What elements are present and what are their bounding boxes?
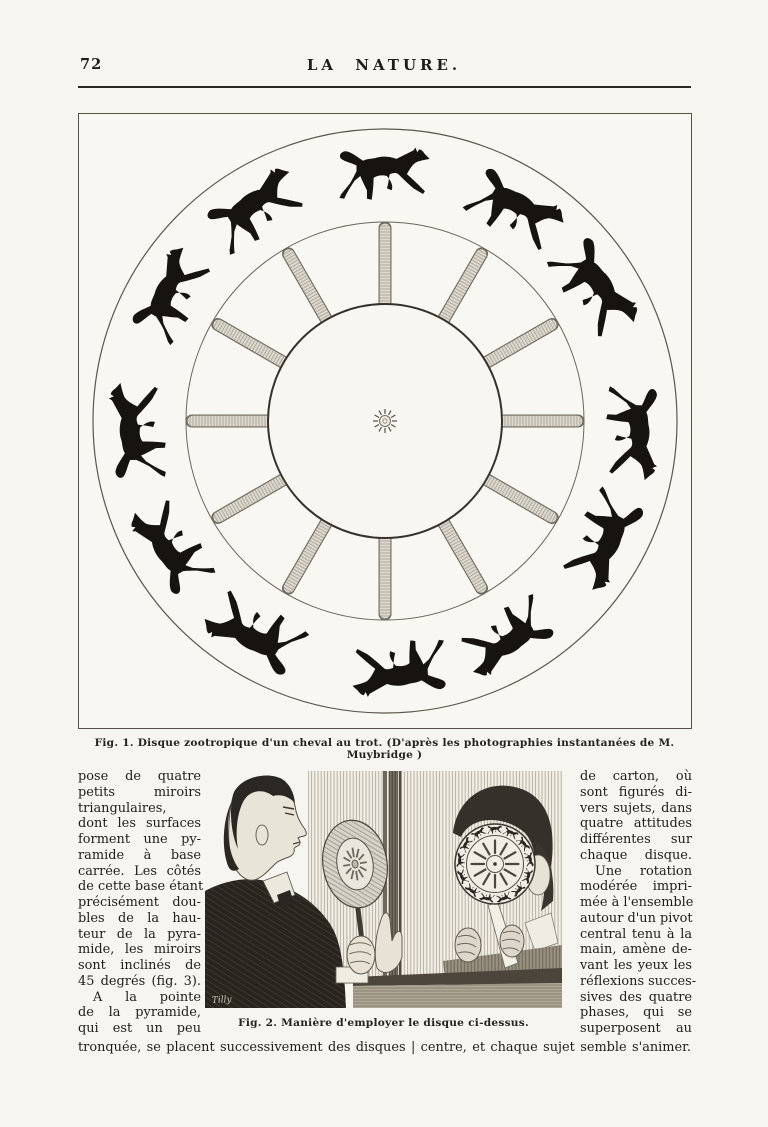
text-line: carrée. Les côtés bbox=[78, 863, 201, 879]
engraver-signature: Tilly bbox=[211, 994, 232, 1006]
fig1-caption: Fig. 1. Disque zootropique d'un cheval au trot. (D'après les photographies instantanées de M. Muybridge ) bbox=[94, 737, 675, 761]
text-line: petits miroirs bbox=[78, 784, 201, 800]
text-line: triangulaires, bbox=[78, 800, 167, 816]
text-line: de cette base étant bbox=[78, 879, 204, 895]
text-line: main, amène de- bbox=[580, 942, 692, 958]
text-line: forment une py- bbox=[78, 832, 201, 847]
fig1-zoetrope-disc bbox=[78, 113, 692, 729]
fig1-disc-svg bbox=[79, 114, 691, 728]
fig2-caption: Fig. 2. Manière d'employer le disque ci-dessus. bbox=[238, 1017, 529, 1029]
reflected-hand bbox=[500, 925, 524, 957]
text-line: sont figurés di- bbox=[580, 784, 692, 800]
text-line: bles de la hau- bbox=[78, 910, 201, 926]
text-line: autour d'un pivot bbox=[580, 910, 693, 926]
text-line: de la pyramide, bbox=[78, 1005, 201, 1021]
text-line: vers sujets, dans bbox=[580, 800, 692, 816]
journal-title: LA NATURE. bbox=[306, 56, 462, 74]
text-line: ramide à base bbox=[78, 847, 201, 863]
page-number: 72 bbox=[80, 56, 103, 73]
text-line: 45 degrés (fig. 3). bbox=[78, 973, 201, 989]
text-line: modérée impri- bbox=[580, 879, 692, 895]
text-line: teur de la pyra- bbox=[78, 926, 201, 942]
table-front bbox=[353, 983, 562, 1008]
text-line: A la pointe bbox=[93, 989, 201, 1005]
text-line: phases, qui se bbox=[580, 1005, 692, 1021]
reflected-disc bbox=[455, 824, 535, 904]
text-line: Une rotation bbox=[595, 863, 692, 879]
fig2-engraving bbox=[205, 771, 562, 1008]
text-line: dont les surfaces bbox=[78, 816, 201, 832]
text-line: vant les yeux les bbox=[580, 958, 692, 973]
text-line: qui est un peu bbox=[78, 1021, 201, 1036]
text-line: quatre attitudes bbox=[580, 816, 692, 832]
bottom-text-line: tronquée, se placent successivement des disques | centre, et chaque sujet semble s'animer. bbox=[78, 1040, 691, 1055]
text-column-right bbox=[580, 769, 697, 1037]
reflected-hand bbox=[455, 928, 481, 962]
text-column-left bbox=[78, 769, 204, 1037]
text-line: réflexions succes- bbox=[580, 973, 697, 989]
text-line: différentes sur bbox=[580, 832, 692, 847]
text-line: de carton, où bbox=[580, 769, 692, 784]
text-line: central tenu à la bbox=[580, 926, 692, 942]
text-line: sives des quatre bbox=[580, 989, 692, 1005]
text-line: sont inclinés de bbox=[78, 958, 201, 973]
text-line: chaque disque. bbox=[580, 847, 692, 863]
text-line: pose de quatre bbox=[78, 769, 201, 784]
header-rule bbox=[78, 86, 691, 88]
text-line: mée à l'ensemble bbox=[580, 895, 694, 910]
fig2-illustration bbox=[205, 771, 562, 1008]
text-line: superposent au bbox=[580, 1021, 692, 1036]
text-line: mide, les miroirs bbox=[78, 942, 201, 958]
text-line: précisément dou- bbox=[78, 895, 201, 910]
